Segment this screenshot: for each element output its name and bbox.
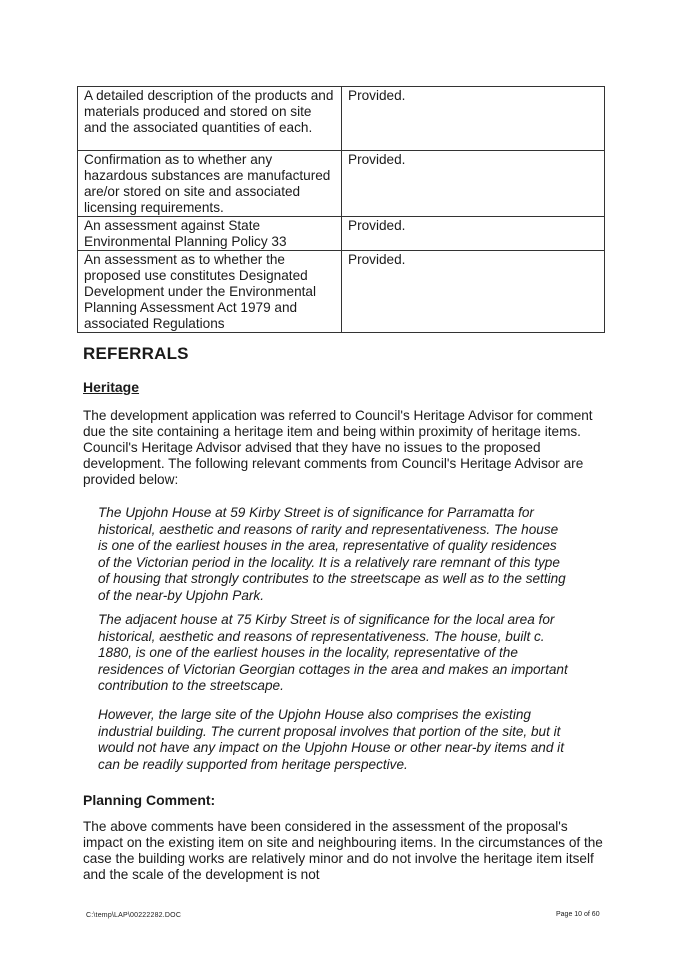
status-cell: Provided. (342, 87, 605, 151)
footer-file-path: C:\temp\LAP\00222282.DOC (86, 912, 182, 919)
footer-page-number: Page 10 of 60 (556, 911, 600, 918)
heritage-quote-3: However, the large site of the Upjohn House also comprises the existing industrial building. The current proposal involves that portion of the site, but it would not have any impact on the Upjohn House or other near-by items and it can be readily supported from heritage perspective. (98, 707, 564, 772)
table-row (78, 87, 605, 151)
table-row (78, 251, 605, 333)
planning-comment-label: Planning Comment: (83, 792, 216, 808)
table-row (78, 151, 605, 217)
requirement-cell: An assessment against State Environmental Planning Policy 33 (78, 217, 342, 251)
subheading-heritage: Heritage (83, 379, 140, 395)
requirements-table (77, 86, 605, 333)
requirement-cell: Confirmation as to whether any hazardous substances are manufactured are/or stored on site and associated licensing requirements. (78, 151, 342, 217)
status-cell: Provided. (342, 151, 605, 217)
status-cell: Provided. (342, 217, 605, 251)
heritage-quote-2: The adjacent house at 75 Kirby Street is of significance for the local area for historical, aesthetic and reasons of representativeness. The house, built c. 1880, is one of the earliest houses in the locality, representative of the residences of Victorian Georgian cottages in the area and makes an important contribution to the streetscape. (98, 612, 568, 693)
heritage-quote-1: The Upjohn House at 59 Kirby Street is of significance for Parramatta for historical, aesthetic and reasons of rarity and representativeness. The house is one of the earliest houses in the area, representative of quality residences of the Victorian period in the locality. It is a relatively rare remnant of this type of housing that strongly contributes to the streetscape as well as to the setting of the near-by Upjohn Park. (98, 505, 566, 603)
requirement-cell: An assessment as to whether the proposed use constitutes Designated Development under the Environmental Planning Assessment Act 1979 and associated Regulations (78, 251, 342, 333)
table-row (78, 217, 605, 251)
section-heading-referrals: REFERRALS (83, 344, 189, 363)
planning-comment-paragraph: The above comments have been considered in the assessment of the proposal's impact on the existing item on site and neighbouring items. In the circumstances of the case the building works are relatively minor and do not involve the heritage item itself and the scale of the development is not (83, 819, 603, 882)
heritage-intro-paragraph: The development application was referred to Council's Heritage Advisor for comment due the site containing a heritage item and being within proximity of heritage items. Council's Heritage Advisor advised that they have no issues to the proposed development. The following relevant comments from Council's Heritage Advisor are provided below: (83, 408, 593, 487)
status-cell: Provided. (342, 251, 605, 333)
requirement-cell: A detailed description of the products and materials produced and stored on site and the associated quantities of each. (78, 87, 342, 151)
